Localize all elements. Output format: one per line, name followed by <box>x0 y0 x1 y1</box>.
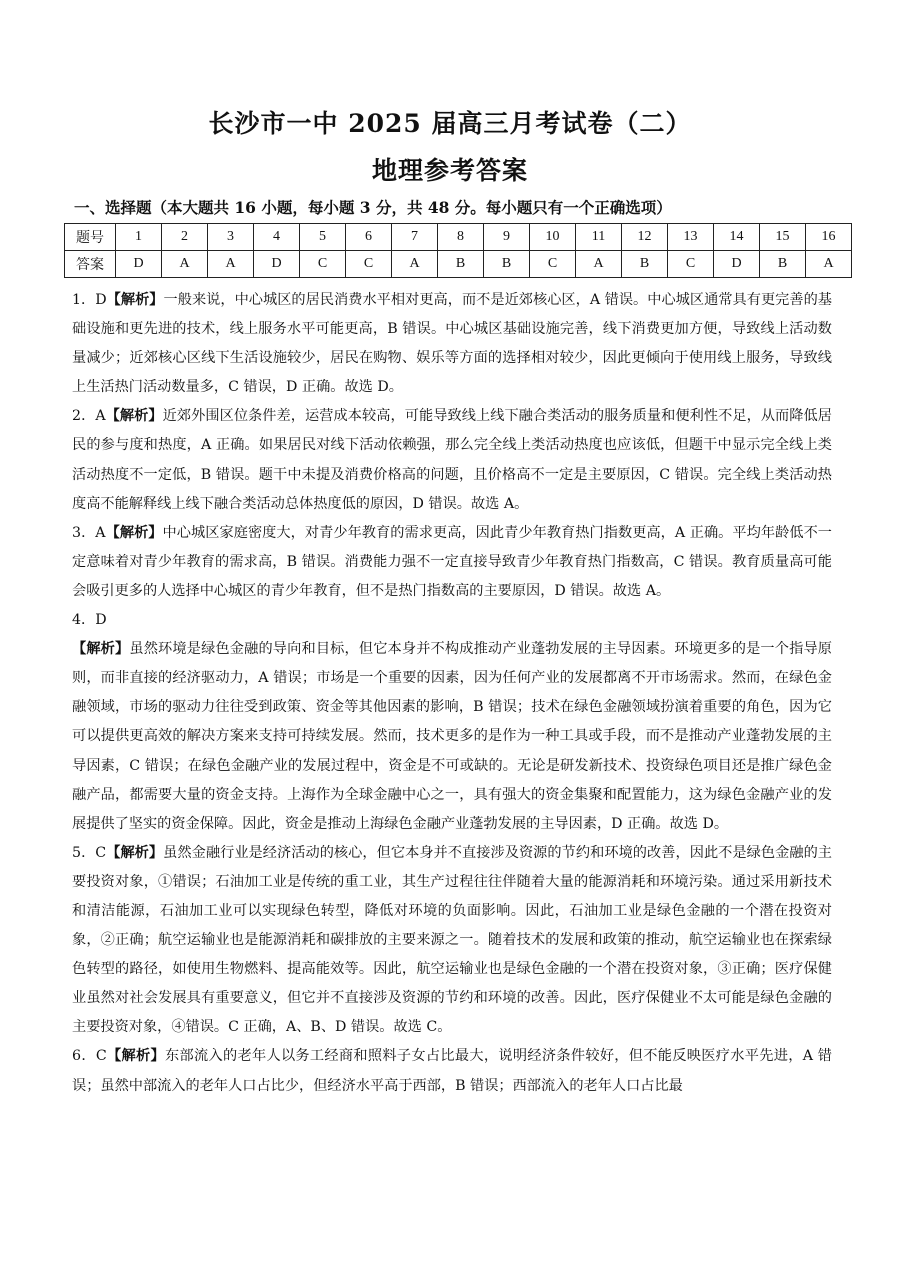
analysis-tag: 【解析】 <box>105 524 163 541</box>
question-number-cell: 9 <box>484 224 530 251</box>
answer-cell: A <box>162 251 208 278</box>
explanation-text: 近郊外围区位条件差，运营成本较高，可能导致线上线下融合类活动的服务质量和便利性不足，从而降低居民的参与度和热度，A 正确。如果居民对线下活动依赖强，那么完全线上类活动热度也应该低，但题干中显示完全线上类活动热度不一定低，B 错误。题干中未提及消费价格高的问题，且价格高不一定是主要原因，C 错误。完全线上类活动热度高不能解释线上线下融合类活动总体热度低的原因，D 错误。故选 A。 <box>72 408 832 512</box>
answer-cell: A <box>806 251 852 278</box>
explanation-paragraph <box>72 839 832 1043</box>
analysis-tag: 【解析】 <box>105 408 163 425</box>
document-subtitle: 地理参考答案 <box>371 156 528 185</box>
question-number-cell: 3 <box>208 224 254 251</box>
explanation-text: 中心城区家庭密度大，对青少年教育的需求更高，因此青少年教育热门指数更高，A 正确。平均年龄低不一定意味着对青少年教育的需求高，B 错误。消费能力强不一定直接导致青少年教育热门指数高，C 错误。教育质量高可能会吸引更多的人选择中心城区的青少年教育，但不是热门指数高的主要原因，D 错误。故选 A。 <box>72 524 832 599</box>
question-number-cell: 11 <box>576 224 622 251</box>
question-number-cell: 10 <box>530 224 576 251</box>
question-number-cell: 1 <box>116 224 162 251</box>
row-label: 题号 <box>65 224 116 251</box>
analysis-tag: 【解析】 <box>106 1048 165 1065</box>
question-number-cell: 2 <box>162 224 208 251</box>
question-answer-prefix: 3．A <box>72 524 106 541</box>
question-number-cell: 14 <box>714 224 760 251</box>
question-number-cell: 13 <box>668 224 714 251</box>
answer-cell: C <box>346 251 392 278</box>
answer-cell: A <box>576 251 622 278</box>
analysis-tag: 【解析】 <box>106 292 164 308</box>
answer-cell: B <box>438 251 484 278</box>
explanation-paragraph <box>72 286 832 402</box>
answer-cell: D <box>714 251 760 278</box>
answer-table <box>64 223 852 278</box>
question-answer-prefix: 2．A <box>72 408 106 425</box>
answer-cell: B <box>760 251 806 278</box>
answer-cell: A <box>208 251 254 278</box>
explanation-text: 东部流入的老年人以务工经商和照料子女占比最大，说明经济条件较好，但不能反映医疗水平先进，A 错误；虽然中部流入的老年人口占比少，但经济水平高于西部，B 错误；西部流入的老年人口占比最 <box>72 1048 832 1094</box>
answer-cell: B <box>622 251 668 278</box>
answer-cell: B <box>484 251 530 278</box>
question-answer-prefix: 5．C <box>72 844 107 861</box>
explanation-paragraph <box>72 635 832 839</box>
analysis-tag: 【解析】 <box>72 641 130 658</box>
question-answer-prefix: 1．D <box>72 292 107 308</box>
question-number-cell: 6 <box>346 224 392 251</box>
explanation-paragraph <box>72 606 832 635</box>
analysis-tag: 【解析】 <box>106 844 164 861</box>
row-label: 答案 <box>65 251 116 278</box>
question-answer-prefix: 6．C <box>72 1048 107 1065</box>
answer-table-number-row <box>65 224 852 251</box>
answer-cell: C <box>668 251 714 278</box>
section-heading: 一、选择题（本大题共 16 小题，每小题 3 分，共 48 分。每小题只有一个正确选项） <box>74 198 672 217</box>
answer-cell: D <box>116 251 162 278</box>
explanation-text: 一般来说，中心城区的居民消费水平相对更高，而不是近郊核心区，A 错误。中心城区通常具有更完善的基础设施和更先进的技术，线上服务水平可能更高，B 错误。中心城区基础设施完善，线下消费更加方便，导致线上活动数量减少；近郊核心区线下生活设施较少，居民在购物、娱乐等方面的选择相对较少，因此更倾向于使用线上服务，导致线上生活热门活动数量多，C 错误，D 正确。故选 D。 <box>72 292 832 396</box>
explanations <box>72 286 832 1101</box>
document-title: 长沙市一中 2025 届高三月考试卷（二） <box>208 109 692 138</box>
answer-cell: C <box>530 251 576 278</box>
explanation-paragraph <box>72 1042 832 1100</box>
explanation-text: 虽然环境是绿色金融的导向和目标，但它本身并不构成推动产业蓬勃发展的主导因素。环境更多的是一个指导原则，而非直接的经济驱动力，A 错误；市场是一个重要的因素，因为任何产业的发展都离不开市场需求。然而，在绿色金融领域，市场的驱动力往往受到政策、资金等其他因素的影响，B 错误；技术在绿色金融领域扮演着重要的角色，因为它可以提供更高效的解决方案来支持可持续发展。然而，技术更多的是作为一种工具或手段，而不是推动产业蓬勃发展的主导因素，C 错误；在绿色金融产业的发展过程中，资金是不可或缺的。无论是研发新技术、投资绿色项目还是推广绿色金融产品，都需要大量的资金支持。上海作为全球金融中心之一，具有强大的资金集聚和配置能力，这为绿色金融产业的发展提供了坚实的资金保障。因此，资金是推动上海绿色金融产业蓬勃发展的主导因素，D 正确。故选 D。 <box>72 641 832 832</box>
answer-cell: A <box>392 251 438 278</box>
answer-cell: C <box>300 251 346 278</box>
explanation-text: 虽然金融行业是经济活动的核心，但它本身并不直接涉及资源的节约和环境的改善，因此不是绿色金融的主要投资对象，①错误；石油加工业是传统的重工业，其生产过程往往伴随着大量的能源消耗和环境污染。通过采用新技术和清洁能源，石油加工业可以实现绿色转型，降低对环境的负面影响。因此，石油加工业是绿色金融的一个潜在投资对象，②正确；航空运输业也是能源消耗和碳排放的主要来源之一。随着技术的发展和政策的推动，航空运输业也在探索绿色转型的路径，如使用生物燃料、提高能效等。因此，航空运输业也是绿色金融的一个潜在投资对象，③正确；医疗保健业虽然对社会发展具有重要意义，但它并不直接涉及资源的节约和环境的改善。因此，医疗保健业不太可能是绿色金融的主要投资对象，④错误。C 正确，A、B、D 错误。故选 C。 <box>72 844 832 1036</box>
explanation-paragraph <box>72 402 832 518</box>
answer-cell: D <box>254 251 300 278</box>
question-number-cell: 16 <box>806 224 852 251</box>
question-number-cell: 8 <box>438 224 484 251</box>
question-number-cell: 4 <box>254 224 300 251</box>
question-number-cell: 5 <box>300 224 346 251</box>
question-answer-prefix: 4．D <box>72 612 107 629</box>
explanation-paragraph <box>72 519 832 606</box>
answer-table-answer-row <box>65 251 852 278</box>
question-number-cell: 12 <box>622 224 668 251</box>
question-number-cell: 7 <box>392 224 438 251</box>
question-number-cell: 15 <box>760 224 806 251</box>
